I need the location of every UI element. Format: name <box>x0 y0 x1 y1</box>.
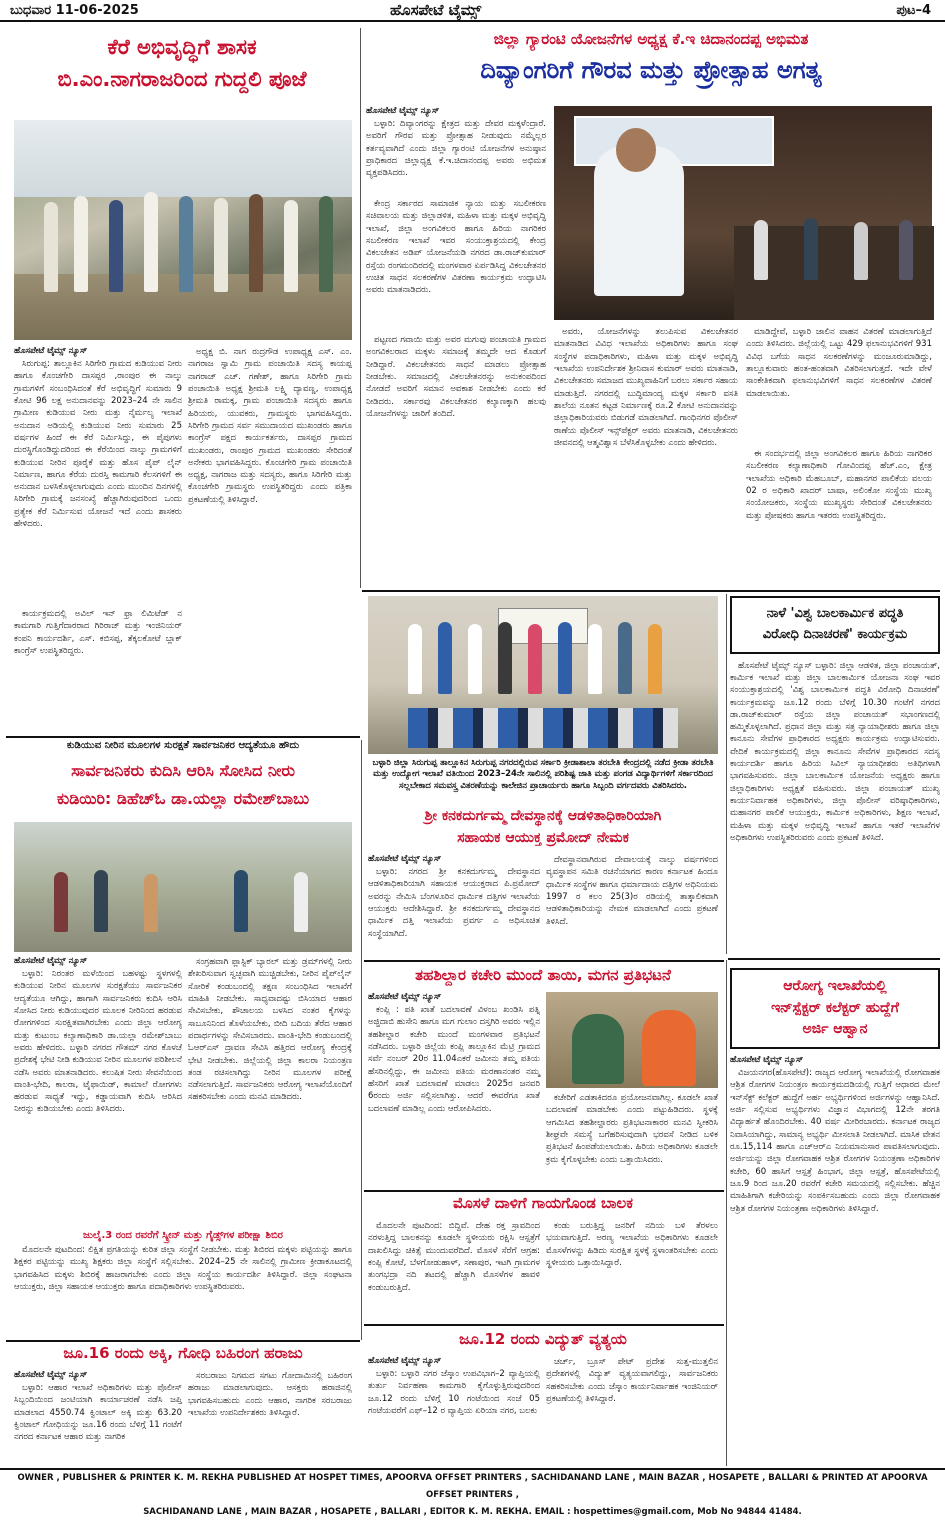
story2-col1: ಬಳ್ಳಾರಿ: ದಿವ್ಯಾಂಗರನ್ನು ಕ್ಷೇತ್ರದ ಮತ್ತು ದೇವರ ಮಕ್ಕಳೆಂದ್ರಾರೆ. ಅವರಿಗೆ ಗೌರವ ಮತ್ತು ಪ್ರೋತ್ಸಾಹ ನೀಡುವುದು ನಮ್ಮೆಲ್ಲರ ಕರ್ತವ್ಯವಾಗಿದೆ ಎಂದು ಜಿಲ್ಲಾ ಗ್ಯಾರಂಟಿ ಯೋಜನೆಗಳ ಅನುಷ್ಠಾನ ಪ್ರಾಧಿಕಾರದ ಜಿಲ್ಲಾಧ್ಯಕ್ಷ ಕೆ.ಇ.ಚಿದಾನಂದಪ್ಪ ಅವರು ಅಭಿಮತ ವ್ಯಕ್ತಪಡಿಸಿದರು. <box>366 119 546 179</box>
story-uniform-distribution <box>364 594 722 804</box>
story9-headline-line1: ಆರೋಗ್ಯ ಇಲಾಖೆಯಲ್ಲಿ <box>783 978 887 994</box>
story9-headline-line3: ಅರ್ಜಿ ಆಹ್ವಾನ <box>802 1021 868 1038</box>
story2-col3: ಮಾಡಿದ್ದೇವೆ, ಬಳ್ಳಾರಿ ಜಾಲಿನ ವಾಹನ ವಿತರಣೆ ಮಾಡಲಾಗುತ್ತಿದೆ ಎಂದು ತಿಳಿಸಿದರು. ಜಿಲ್ಲೆಯಲ್ಲಿ ಒಟ್ಟು 429 ಫಲಾನುಭವಿಗಳಿಗೆ 931 ವಿವಿಧ ಬಗೆಯ ಸಾಧನ ಸಲಕರಣೆಗಳನ್ನು ಮಂಜೂರುಮಾಡಿದ್ದು, ತಾಲ್ಲೂಕುವಾರು ಹಂತ-ಹಂತವಾಗಿ ವಿತರಿಸಲಾಗುತ್ತದೆ. ಇದೇ ವೇಳೆ ಸಾಂಕೇತಿಕವಾಗಿ ಫಲಾನುಭವಿಗಳಿಗೆ ಸಾಧನ ಸಲಕರಣೆಗಳ ವಿತರಣೆ ಮಾಡಲಾಯಿತು. <box>746 327 932 399</box>
story2-kicker: ಜಿಲ್ಲಾ ಗ್ಯಾರಂಟಿ ಯೋಜನೆಗಳ ಅಧ್ಯಕ್ಷ ಕೆ.ಇ ಚಿದಾನಂದಪ್ಪ ಅಭಿಮತ <box>493 30 809 48</box>
story7-photo <box>546 992 718 1088</box>
story2-col1c: ಪಟ್ಟಣದ ಗವಾಯಿ ಮತ್ತು ಅವರ ಮಗುವು ಪಂಚಾಯತಿ ಗ್ರಾಮದ ಅಂಗವಿಕಲರಾದ ಮಕ್ಕಳು ಸಮಾಜಕ್ಕೆ ತಮ್ಮದೇ ಆದ ಕೊಡುಗೆ ನೀಡಿದ್ದಾರೆ. ವಿಕಲಚೇತನರು ಸಾಧನೆ ಮಾಡಲು ಪ್ರೋತ್ಸಾಹ ನೀಡಬೇಕು. ಸಮಾಜದಲ್ಲಿ ವಿಕಲಚೇತನರನ್ನು ಅನುಕಂಪದಿಂದ ನೋಡದೆ ಅವರಿಗೆ ಸಮಾನ ಅವಕಾಶ ನೀಡಬೇಕು ಎಂದು ಕರೆ ನೀಡಿದರು. ಸರ್ಕಾರವು ವಿಕಲಚೇತನರ ಕಲ್ಯಾಣಕ್ಕಾಗಿ ಹಲವು ಯೋಜನೆಗಳನ್ನು ಜಾರಿಗೆ ತಂದಿದೆ. <box>366 335 546 419</box>
story6-headline-line1: ಶ್ರೀ ಕನಕದುರ್ಗಮ್ಮ ದೇವಸ್ಥಾನಕ್ಕೆ ಆಡಳಿತಾಧಿಕಾರಿಯಾಗಿ <box>424 808 662 824</box>
story6-col2: ದೇವಸ್ಥಾನವಾಗಿರುವ ದೇವಾಲಯಕ್ಕೆ ನಾಲ್ಕು ವರ್ಷಗಳಿಂದ ವ್ಯವಸ್ಥಾಪನ ಸಮಿತಿ ರಚನೆಯಾಗದ ಕಾರಣ ಕರ್ನಾಟಕ ಹಿಂದೂ ಧಾರ್ಮಿಕ ಸಂಸ್ಥೆಗಳ ಹಾಗೂ ಧರ್ಮಾದಾಯ ದತ್ತಿಗಳ ಅಧಿನಿಯಮ 1997 ರ ಕಲಂ 25(3)ರ ರಡಿಯಲ್ಲಿ ತಾತ್ಕಾಲಿಕವಾಗಿ ಆಡಳಿತಾಧಿಕಾರಿಯನ್ನು ನೇಮಕ ಮಾಡಲಾಗಿದೆ ಎಂದು ಪ್ರಕಟಣೆ ತಿಳಿಸಿದೆ. <box>546 855 718 927</box>
story10-byline: ಹೊಸಪೇಟೆ ಟೈಮ್ಸ್ ನ್ಯೂಸ್ <box>14 1370 88 1380</box>
story9-body: ವಿಜಯನಗರ(ಹೊಸಪೇಟೆ): ರಾಜ್ಯದ ಆರೋಗ್ಯ ಇಲಾಖೆಯಲ್ಲಿ ರೋಗವಾಹಕ ಆಶ್ರಿತ ರೋಗಗಳ ನಿಯಂತ್ರಣ ಕಾರ್ಯಕ್ರಮದಡಿಯಲ್ಲಿ ಗುತ್ತಿಗೆ ಆಧಾರದ ಮೇಲೆ ಇನ್‌ಸೆಕ್ಟ್ ಕಲೆಕ್ಟರ್ ಹುದ್ದೆಗೆ ಅರ್ಹ ಅಭ್ಯರ್ಥಿಗಳಿಂದ ಅರ್ಜಿಗಳನ್ನು ಆಹ್ವಾನಿಸಿದೆ. ಅರ್ಜಿ ಸಲ್ಲಿಸುವ ಅಭ್ಯರ್ಥಿಗಳು ವಿಜ್ಞಾನ ವಿಭಾಗದಲ್ಲಿ 12ನೇ ತರಗತಿ ವಿದ್ಯಾರ್ಹತೆ ಹೊಂದಿರಬೇಕು. 40 ವರ್ಷ ಮೀರಿರಬಾರದು. ಕರ್ನಾಟಕ ರಾಜ್ಯದ ನಿವಾಸಿಯಾಗಿದ್ದು, ಸಾಮಾನ್ಯ ಅಭ್ಯರ್ಥಿ ಮೀಸಲಾತಿ ನೀಡಲಾಗಿದೆ. ಮಾಸಿಕ ವೇತನ ರೂ.15,114 ಹಾಗೂ ಎಚ್‌ಆರ್‌ಎ ನಿಯಮಾನುಸಾರ ಪಾವತಿಸಲಾಗುವುದು. ಅರ್ಜಿಯನ್ನು ಜಿಲ್ಲಾ ರೋಗವಾಹಕ ಆಶ್ರಿತ ರೋಗಗಳ ನಿಯಂತ್ರಣಾ ಅಧಿಕಾರಿಗಳ ಕಚೇರಿ, 60 ಹಾಸಿಗೆ ಆಸ್ಪತ್ರೆ ಹಿಂಭಾಗ, ಜಿಲ್ಲಾ ಆಸ್ಪತ್ರೆ, ಹೊಸಪೇಟೆಯಲ್ಲಿ ಜೂ.9 ರಿಂದ ಜೂ.20 ರವರೆಗೆ ಕಚೇರಿ ಸಮಯದಲ್ಲಿ ಸಲ್ಲಿಸಬೇಕು. ಹೆಚ್ಚಿನ ಮಾಹಿತಿಗಾಗಿ ಕಚೇರಿಯನ್ನು ಸಂಪರ್ಕಿಸಬಹುದು ಎಂದು ಜಿಲ್ಲಾ ರೋಗವಾಹಕ ಆಶ್ರಿತ ರೋಗಗಳ ನಿಯಂತ್ರಣಾ ಅಧಿಕಾರಿಗಳು ತಿಳಿಸಿದ್ದಾರೆ. <box>730 1068 940 1214</box>
story2-col3b: ಈ ಸಂದರ್ಭದಲ್ಲಿ ಜಿಲ್ಲಾ ಅಂಗವಿಕಲರ ಹಾಗೂ ಹಿರಿಯ ನಾಗರಿಕರ ಸಬಲೀಕರಣ ಕಲ್ಯಾಣಾಧಿಕಾರಿ ಗೋವಿಂದಪ್ಪ ಹೆಚ್.ಎಂ, ಕ್ಷೇತ್ರ ಇಲಾಖೆಯ ಅಧಿಕಾರಿ ಮೆಹಬೂಬ್, ಮಹಾನಗರ ಪಾಲಿಕೆಯ ವಲಯ 02 ರ ಅಧಿಕಾರಿ ಖಾದರ್ ಬಾಷಾ, ಅಲಿಂಕೋ ಸಂಸ್ಥೆಯ ಮುಖ್ಯ ಸಂಯೋಜಕರು, ಸಂಸ್ಥೆಯ ಮುಖ್ಯಸ್ಥರು ಸೇರಿದಂತೆ ವಿಕಲಚೇತನರು ಮತ್ತು ಪೋಷಕರು ಹಾಗೂ ಇತರರು ಉಪಸ್ಥಿತರಿದ್ದರು. <box>746 449 932 521</box>
story1-headline <box>8 26 356 93</box>
story-drinking-water <box>8 740 358 1338</box>
story11-col2: ಚರ್ಚ್, ಬ್ರೂಸ್ ಪೇಟ್ ಪ್ರದೇಶ ಸುತ್ತ-ಮುತ್ತಲಿನ ಪ್ರದೇಶಗಳಲ್ಲಿ ವಿದ್ಯುತ್ ವ್ಯತ್ಯಯವಾಗಲಿದ್ದು, ಸಾರ್ವಜನಿಕರು ಸಹಕರಿಸಬೇಕು ಎಂದು ಜೆಸ್ಕಾಂ ಕಾರ್ಯನಿರ್ವಾಹಕ ಇಂಜಿನಿಯರ್ ಪ್ರಕಟಣೆಯಲ್ಲಿ ತಿಳಿಸಿದ್ದಾರೆ. <box>546 1357 718 1404</box>
story1-headline-line2: ಬಿ.ಎಂ.ನಾಗರಾಜರಿಂದ ಗುದ್ದಲಿ ಪೂಜೆ <box>57 67 307 92</box>
story1-col1: ಸಿರುಗುಪ್ಪ: ತಾಲ್ಲೂಕಿನ ಸಿರಿಗೇರಿ ಗ್ರಾಮದ ಕುಡಿಯುವ ನೀರು ಹಾಗೂ ಕೊಂಚಗೇರಿ ದಾಸಪ್ಪರ ,ರಾಂಪುರ ಈ ನಾಲ್ಕು ಗ್ರಾಮಗಳಿಗೆ ಸಂಬಂಧಿಸಿದಂತೆ ಕೆರೆ ಅಭಿವೃದ್ಧಿಗೆ ಸುಮಾರು 9 ಕೋಟಿ 96 ಲಕ್ಷ ಅನುದಾನವನ್ನು 2023–24 ನೇ ಸಾಲಿನ ಗ್ರಾಮೀಣ ಕುಡಿಯುವ ನೀರು ಮತ್ತು ನೈರ್ಮಲ್ಯ ಇಲಾಖೆ ಅನುದಾನ ಅಡಿಯಲ್ಲಿ ಕುಡಿಯುವ ನೀರು ಸುಮಾರು 25 ವರ್ಷಗಳ ಹಿಂದೆ ಈ ಕೆರೆ ನಿರ್ಮಿಸಿದ್ದು, ಈ ಪೈಪುಗಳು ದುರಸ್ಥಿಗೊಂಡಿದ್ದುದರಿಂದ ಈ ಕೆರೆಯಿಂದ ನಾಲ್ಕು ಗ್ರಾಮಗಳಿಗೆ ಕುಡಿಯುವ ನೀರಿನ ಪೂರೈಕೆ ಮತ್ತು ಹೊಸ ಪೈಪ್ ಲೈನ್ ನಿರ್ಮಾಣ, ಹಾಗೂ ಕೆರೆಯ ದುರಸ್ತಿ ಕಾಮಗಾರಿ ಕೆಲಸಗಳಿಗೆ ಈ ಅನುದಾನ ಬಳಸಿಕೊಳ್ಳಲಾಗುವುದು ಎಂದು ಮುಂದಿನ ದಿನಗಳಲ್ಲಿ ಸಿರಿಗೇರಿ ಗ್ರಾಮಕ್ಕೆ ಜನಸಂಖ್ಯೆ ಹೆಚ್ಚಾಗಿರುವುದರಿಂದ ಒಂದು ಪ್ರತ್ಯೇಕ ಕೆರೆ ನಿರ್ಮಿಸುವ ಯೋಜನೆ ಇದೆ ಎಂದು ಶಾಸಕರು ಹೇಳಿದರು. <box>14 359 182 530</box>
story-lake-development <box>8 26 356 732</box>
story6-col1: ಬಳ್ಳಾರಿ: ನಗರದ ಶ್ರೀ ಕನಕದುರ್ಗಮ್ಮ ದೇವಸ್ಥಾನದ ಆಡಳಿತಾಧಿಕಾರಿಯಾಗಿ ಸಹಾಯಕ ಆಯುಕ್ತರಾದ ಪಿ.ಪ್ರಮೋದ್ ಅವರನ್ನು ನೇಮಿಸಿ ಬೆಂಗಳೂರಿನ ಧಾರ್ಮಿಕ ದತ್ತಿಗಳ ಇಲಾಖೆಯ ಆಯುಕ್ತರು ಆದೇಶಿಸಿದ್ದಾರೆ. ಶ್ರೀ ಕನಕದುರ್ಗಮ್ಮ ದೇವಸ್ಥಾನದ ಧಾರ್ಮಿಕ ದತ್ತಿ ಇಲಾಖೆಯ ಪ್ರವರ್ಗ ಎ ಅಧಿಸೂಚಿತ ಸಂಸ್ಥೆಯಾಗಿದೆ. <box>368 867 540 939</box>
masthead-title: ಹೊಸಪೇಟೆ ಟೈಮ್ಸ್ <box>390 1 482 19</box>
story7-col1: ಕಂಪ್ಲಿ : ಪತಿ ಖಾತೆ ಬದಲಾವಣೆ ವಿಳಂಬ ಖಂಡಿಸಿ ಪತ್ನಿ ಅಜ್ಜಿದಾಬಿ ಹುಸೇನಿ ಹಾಗೂ ಮಗ ಗುಲಾಂ ದಸ್ತಗಿರಿ ಅವರು ಇಲ್ಲಿನ ತಹಶೀಲ್ದಾರ ಕಚೇರಿ ಮುಂದೆ ಮಂಗಳವಾರ ಪ್ರತಿಭಟನೆ ನಡೆಸಿದರು. ಬಳ್ಳಾರಿ ಜಿಲ್ಲೆಯ ಕಂಪ್ಲಿ ತಾಲ್ಲೂಕಿನ ಮೆಟ್ರಿ ಗ್ರಾಮದ ಸರ್ವೆ ನಂಬರ್ 20ರ 11.04ಎಕರೆ ಜಮೀನು ತಮ್ಮ ಪತಿಯ ಹೆಸರಿನಲ್ಲಿದ್ದು, ಈ ಜಮೀನು ಪತಿಯ ಮರಣಾನಂತರ ನಮ್ಮ ಹೆಸರಿಗೆ ಖಾತೆ ಬದಲಾವಣೆ ಮಾಡಲು 2025ರ ಜನವರಿ 6ರಂದು ಅರ್ಜಿ ಸಲ್ಲಿಸಲಾಗಿತ್ತು. ಆದರೆ ಈವರೆಗೂ ಖಾತೆ ಬದಲಾವಣೆ ಮಾಡಿಲ್ಲ ಎಂದು ಆರೋಪಿಸಿದರು. <box>368 1005 540 1114</box>
story-power-outage <box>364 1328 722 1464</box>
story-rice-wheat-auction <box>8 1344 358 1464</box>
story11-headline: ಜೂ.12 ರಂದು ವಿದ್ಯುತ್ ವ್ಯತ್ಯಯ <box>459 1330 627 1348</box>
story-temple-administrator <box>364 808 722 958</box>
story10-col1: ಬಳ್ಳಾರಿ: ಆಹಾರ ಇಲಾಖೆ ಅಧಿಕಾರಿಗಳು ಮತ್ತು ಪೊಲೀಸ್ ಸಿಬ್ಬಂದಿಯಿಂದ ಜಂಟಿಯಾಗಿ ಕಾರ್ಯಾಚರಣೆ ನಡೆಸಿ ಜಪ್ತಿ ಮಾಡಲಾದ 4550.74 ಕ್ವಿಂಟಾಲ್ ಅಕ್ಕಿ ಮತ್ತು 63.20 ಕ್ವಿಂಟಾಲ್ ಗೋಧಿಯನ್ನು ಜೂ.16 ರಂದು ಬೆಳಿಗ್ಗೆ 11 ಗಂಟೆಗೆ ನಗರದ ಕರ್ನಾಟಕ ಆಹಾರ ಮತ್ತು ನಾಗರಿಕ <box>14 1383 182 1443</box>
story10-col2: ಸರಬರಾಜು ನಿಗಮದ ಸಗಟು ಗೋದಾಮಿನಲ್ಲಿ ಬಹಿರಂಗ ಹರಾಜು ಮಾಡಲಾಗುವುದು. ಆಸಕ್ತರು ಹರಾಜಿನಲ್ಲಿ ಭಾಗವಹಿಸಬಹುದು ಎಂದು ಆಹಾರ, ನಾಗರಿಕ ಸರಬರಾಜು ಇಲಾಖೆಯ ಉಪನಿರ್ದೇಶಕರು ತಿಳಿಸಿದ್ದಾರೆ. <box>188 1371 352 1418</box>
story3-photo <box>368 596 718 754</box>
story-taluk-office-protest <box>364 964 722 1188</box>
story9-byline: ಹೊಸಪೇಟೆ ಟೈಮ್ಸ್ ನ್ಯೂಸ್ <box>730 1055 804 1066</box>
page-number: ಪುಟ–4 <box>896 3 931 18</box>
imprint-line2: SACHIDANAND LANE , MAIN BAZAR , HOSAPETE , BALLARI , EDITOR K. M. REKHA. EMAIL : hospettimes@gmail.com, Mob No 94844 41484. <box>143 1507 802 1517</box>
story3-caption: ಬಳ್ಳಾರಿ ಜಿಲ್ಲಾ ಸಿರುಗುಪ್ಪ ತಾಲ್ಲೂಕಿನ ಸಿರುಗುಪ್ಪ ನಗರದಲ್ಲಿರುವ ಸರ್ಕಾರಿ ಕ್ರೀಡಾಶಾಲಾ ತರಬೇತಿ ಕೇಂದ್ರದಲ್ಲಿ ನಡೆದ ಕ್ರೀಡಾ ತರಬೇತಿ ಮತ್ತು ಉದ್ಯೋಗ ಇಲಾಖೆ ವತಿಯಿಂದ 2023–24ನೇ ಸಾಲಿನಲ್ಲಿ ಪರಿಶಿಷ್ಟ ಜಾತಿ ಮತ್ತು ಪಂಗಡ ವಿದ್ಯಾರ್ಥಿಗಳಿಗೆ ಸರ್ಕಾರದಿಂದ ಸಲ್ಲಬೇಕಾದ ಸಮವಸ್ತ್ರ ವಿತರಣೆಯನ್ನು ಕಾಲೇಜಿನ ಪ್ರಾಚಾರ್ಯರು ಹಾಗೂ ಸಿಬ್ಬಂದಿ ವರ್ಗದವರು ವಿತರಿಸಿದರು. <box>372 758 714 791</box>
story4-body: ಹೊಸಪೇಟೆ ಟೈಮ್ಸ್ ನ್ಯೂಸ್ ಬಳ್ಳಾರಿ: ಜಿಲ್ಲಾ ಆಡಳಿತ, ಜಿಲ್ಲಾ ಪಂಚಾಯತ್, ಕಾರ್ಮಿಕ ಇಲಾಖೆ ಮತ್ತು ಜಿಲ್ಲಾ ಬಾಲಕಾರ್ಮಿಕ ಯೋಜನಾ ಸಂಘ ಇವರ ಸಂಯುಕ್ತಾಶ್ರಯದಲ್ಲಿ 'ವಿಶ್ವ ಬಾಲಕಾರ್ಮಿಕ ಪದ್ಧತಿ ವಿರೋಧಿ ದಿನಾಚರಣೆ' ಕಾರ್ಯಕ್ರಮವನ್ನು ಜೂ.12 ರಂದು ಬೆಳಿಗ್ಗೆ 10.30 ಗಂಟೆಗೆ ನಗರದ ಡಾ.ರಾಜ್‌ಕುಮಾರ್ ರಸ್ತೆಯ ಜಿಲ್ಲಾ ಪಂಚಾಯತ್ ಸಭಾಂಗಣದಲ್ಲಿ ಹಮ್ಮಿಕೊಳ್ಳಲಾಗಿದೆ. ಪ್ರಧಾನ ಜಿಲ್ಲಾ ಮತ್ತು ಸತ್ರ ನ್ಯಾಯಾಧೀಶರು ಹಾಗೂ ಜಿಲ್ಲಾ ಕಾನೂನು ಸೇವೆಗಳ ಪ್ರಾಧಿಕಾರದ ಅಧ್ಯಕ್ಷರು ಕಾರ್ಯಕ್ರಮ ಉದ್ಘಾಟಿಸುವರು. ವೇದಿಕೆ ಕಾರ್ಯಕ್ರಮದಲ್ಲಿ ಜಿಲ್ಲಾ ಕಾನೂನು ಸೇವೆಗಳ ಪ್ರಾಧಿಕಾರದ ಸದಸ್ಯ ಕಾರ್ಯದರ್ಶಿ ಹಾಗೂ ಹಿರಿಯ ಸಿವಿಲ್ ನ್ಯಾಯಾಧೀಶರು ಅತಿಥಿಗಳಾಗಿ ಭಾಗವಹಿಸುವರು. ಜಿಲ್ಲಾ ಬಾಲಕಾರ್ಮಿಕ ಯೋಜನೆಯ ಅಧ್ಯಕ್ಷರು ಹಾಗೂ ಜಿಲ್ಲಾಧಿಕಾರಿಗಳು ಅಧ್ಯಕ್ಷತೆ ವಹಿಸುವರು. ಜಿಲ್ಲಾ ಪಂಚಾಯತ್ ಮುಖ್ಯ ಕಾರ್ಯನಿರ್ವಾಹಕ ಅಧಿಕಾರಿಗಳು, ಜಿಲ್ಲಾ ಪೊಲೀಸ್ ವರಿಷ್ಠಾಧಿಕಾರಿಗಳು, ಮಹಾನಗರ ಪಾಲಿಕೆ ಆಯುಕ್ತರು, ಕಾರ್ಮಿಕ ಅಧಿಕಾರಿಗಳು, ಶಿಕ್ಷಣ ಇಲಾಖೆ, ಮಹಿಳಾ ಮತ್ತು ಮಕ್ಕಳ ಅಭಿವೃದ್ಧಿ ಇಲಾಖೆ ಹಾಗೂ ಇತರೆ ಇಲಾಖೆಗಳ ಅಧಿಕಾರಿಗಳು ಉಪಸ್ಥಿತರಿರುವರು ಎಂದು ಪ್ರಕಟಣೆ ತಿಳಿಸಿದೆ. <box>730 660 940 843</box>
story5-col2: ಸಂಗ್ರಹವಾಗಿ ಪ್ಲಾಸ್ಟಿಕ್ ಬ್ಯಾರಲ್ ಮತ್ತು ಡ್ರಮ್‌ಗಳಲ್ಲಿ ನೀರು ಶೇಖರಿಸುವಾಗ ಸ್ವಚ್ಛವಾಗಿ ಮುಚ್ಚಿಡಬೇಕು, ನೀರಿನ ಪೈಪ್‌ಲೈನ್ ಸೋರಿಕೆ ಕಂಡುಬಂದಲ್ಲಿ ತಕ್ಷಣ ಸಂಬಂಧಿಸಿದ ಇಲಾಖೆಗೆ ಮಾಹಿತಿ ನೀಡಬೇಕು. ಸಾಧ್ಯವಾದಷ್ಟು ಬಿಸಿಯಾದ ಆಹಾರ ಸೇವಿಸಬೇಕು, ಶೌಚಾಲಯ ಬಳಸಿದ ನಂತರ ಕೈಗಳನ್ನು ಸಾಬೂನಿನಿಂದ ತೊಳೆಯಬೇಕು, ಬೀದಿ ಬದಿಯ ತೆರೆದ ಆಹಾರ ಪದಾರ್ಥಗಳನ್ನು ಸೇವಿಸಬಾರದು. ವಾಂತಿ-ಭೇದಿ ಕಂಡುಬಂದಲ್ಲಿ ಓಆರ್‌ಎಸ್ ದ್ರಾವಣ ಸೇವಿಸಿ ಹತ್ತಿರದ ಆರೋಗ್ಯ ಕೇಂದ್ರಕ್ಕೆ ಭೇಟಿ ನೀಡಬೇಕು. ಜಿಲ್ಲೆಯಲ್ಲಿ ಜಿಲ್ಲಾ ಕಾಲರಾ ನಿಯಂತ್ರಣ ತಂಡ ರಚಿಸಲಾಗಿದ್ದು ನೀರಿನ ಮೂಲಗಳ ಪರೀಕ್ಷೆ ನಡೆಸಲಾಗುತ್ತಿದೆ. ಸಾರ್ವಜನಿಕರು ಆರೋಗ್ಯ ಇಲಾಖೆಯೊಂದಿಗೆ ಸಹಕರಿಸಬೇಕು ಎಂದು ಮನವಿ ಮಾಡಿದರು. <box>188 957 352 1103</box>
story5-headline-line2: ಕುಡಿಯಿರಿ: ಡಿಹೆಚ್‌ಓ ಡಾ.ಯಲ್ಲಾ ರಮೇಶ್‌ಬಾಬು <box>56 788 310 808</box>
issue-date: ಬುಧವಾರ 11-06-2025 <box>10 3 139 18</box>
page-header <box>0 0 945 22</box>
story5-headline-line1: ಸಾರ್ವಜನಿಕರು ಕುದಿಸಿ ಆರಿಸಿ ಸೋಸಿದ ನೀರು <box>71 760 295 780</box>
story11-byline: ಹೊಸಪೇಟೆ ಟೈಮ್ಸ್ ನ್ಯೂಸ್ <box>368 1356 442 1366</box>
story-child-labour-day <box>730 594 940 954</box>
story10-headline: ಜೂ.16 ರಂದು ಅಕ್ಕಿ, ಗೋಧಿ ಬಹಿರಂಗ ಹರಾಜು <box>63 1344 303 1362</box>
story7-headline: ತಹಶಿಲ್ದಾರ ಕಚೇರಿ ಮುಂದೆ ತಾಯಿ, ಮಗನ ಪ್ರತಿಭಟನೆ <box>415 966 671 984</box>
imprint-footer <box>0 1468 945 1517</box>
story5-subbody: ಮೊದಲನೇ ಪುಟದಿಂದ: ಲಿಕ್ಷಿತ ಪ್ರಗತಿಯನ್ನು ಕುರಿತ ಜಿಲ್ಲಾ ಸಂಸ್ಥೆಗೆ ನೀಡಬೇಕು. ಮತ್ತು ಶಿಬಿರದ ಮಕ್ಕಳು ಪಟ್ಟಿಯನ್ನು ಹಾಗೂ ಶಿಕ್ಷಕರ ಪಟ್ಟಿಯನ್ನು ಮುಖ್ಯ ಶಿಕ್ಷಕರು ಜಿಲ್ಲಾ ಸಂಸ್ಥೆಗೆ ಸಲ್ಲಿಸಬೇಕು. 2024–25 ನೇ ಸಾಲಿನಲ್ಲಿ ಗ್ರಾಮೀಣ ಕ್ರೀಡಾಕೂಟದಲ್ಲಿ ಭಾಗವಹಿಸಿದ ಮಕ್ಕಳು ಶಿಬಿರಕ್ಕೆ ಹಾಜರಾಗಬೇಕು ಎಂದು ಜಿಲ್ಲಾ ಸಂಸ್ಥೆಯ ಕಾರ್ಯದರ್ಶಿ ತಿಳಿಸಿದ್ದಾರೆ. ಜಿಲ್ಲಾ ಸಂಘಟನಾ ಆಯುಕ್ತರು, ಜಿಲ್ಲಾ ಸಹಾಯಕ ಆಯುಕ್ತರು ಹಾಗೂ ಪದಾಧಿಕಾರಿಗಳು ಉಪಸ್ಥಿತರಿರುವರು. <box>14 1245 352 1292</box>
story-insect-collector-recruitment <box>730 962 940 1462</box>
story6-byline: ಹೊಸಪೇಟೆ ಟೈಮ್ಸ್ ನ್ಯೂಸ್ <box>368 854 442 864</box>
story5-col1: ಬಳ್ಳಾರಿ: ನಿರಂತರ ಮಳೆಯಿಂದ ಬಹಳಷ್ಟು ಸ್ಥಳಗಳಲ್ಲಿ ಕುಡಿಯುವ ನೀರಿನ ಮೂಲಗಳ ಸುರಕ್ಷತೆಯು ಸಾರ್ವಜನಿಕರ ಆದ್ಯತೆಯೂ ಆಗಿದ್ದು, ಹಾಗಾಗಿ ಸಾರ್ವಜನಿಕರು ಕುದಿಸಿ ಆರಿಸಿ ಸೋಸಿದ ನೀರು ಕುಡಿಯುವುದರ ಮೂಲಕ ನೀರಿನಿಂದ ಹರಡುವ ರೋಗಗಳಿಂದ ಸುರಕ್ಷಿತವಾಗಿರಬೇಕು ಎಂದು ಜಿಲ್ಲಾ ಆರೋಗ್ಯ ಮತ್ತು ಕುಟುಂಬ ಕಲ್ಯಾಣಾಧಿಕಾರಿ ಡಾ.ಯಲ್ಲಾ ರಮೇಶ್‌ಬಾಬು ಅವರು ಹೇಳಿದರು. ಬಳ್ಳಾರಿ ನಗರದ ಗೌತಮ್ ನಗರ ಕೊಳಚೆ ಪ್ರದೇಶಕ್ಕೆ ಭೇಟಿ ನೀಡಿ ಕುಡಿಯುವ ನೀರಿನ ಮೂಲಗಳ ಪರಿಶೀಲನೆ ನಡೆಸಿ ಅವರು ಮಾತನಾಡಿದರು. ಕಲುಷಿತ ನೀರು ಸೇವನೆಯಿಂದ ವಾಂತಿ-ಭೇದಿ, ಕಾಲರಾ, ಟೈಫಾಯಿಡ್, ಕಾಮಾಲೆ ರೋಗಗಳು ಹರಡುವ ಸಾಧ್ಯತೆ ಇದ್ದು, ಕಡ್ಡಾಯವಾಗಿ ಕುದಿಸಿ ಆರಿಸಿದ ನೀರನ್ನು ಕುಡಿಯಬೇಕು ಎಂದು ತಿಳಿಸಿದರು. <box>14 969 182 1115</box>
story5-subhead: ಜುಲೈ.3 ರಂದ ರವರೆಗೆ ಸ್ಕ್ರೀನ್ ಮತ್ತು ಗೈಡ್ಸ್‌ಗಳ ಪರೀಕ್ಷಾ ಶಿಬಿರ <box>83 1230 283 1241</box>
story2-col1b: ಕೇಂದ್ರ ಸರ್ಕಾರದ ಸಾಮಾಜಿಕ ನ್ಯಾಯ ಮತ್ತು ಸಬಲೀಕರಣ ಸಚಿವಾಲಯ ಮತ್ತು ಜಿಲ್ಲಾಡಳಿತ, ಮಹಿಳಾ ಮತ್ತು ಮಕ್ಕಳ ಅಭಿವೃದ್ಧಿ ಇಲಾಖೆ, ಜಿಲ್ಲಾ ಅಂಗವಿಕಲರ ಹಾಗೂ ಹಿರಿಯ ನಾಗರಿಕರ ಸಬಲೀಕರಣ ಇಲಾಖೆ ಇವರ ಸಂಯುಕ್ತಾಶ್ರಯದಲ್ಲಿ ಕೇಂದ್ರ ವಿಕಲಚೇತನ ಅಡಿಪ್ ಯೋಜನೆಯಡಿ ನಗರದ ಡಾ.ರಾಜ್‌ಕುಮಾರ್ ರಸ್ತೆಯ ರಂಗಮಂದಿರದಲ್ಲಿ ಮಂಗಳವಾರ ಏರ್ಪಡಿಸಿದ್ದ ವಿಕಲಚೇತನರ ಉಚಿತ ಸಾಧನ ಸಲಕರಣೆಗಳ ವಿತರಣಾ ಕಾರ್ಯಕ್ರಮ ಉದ್ಘಾಟಿಸಿ ಅವರು ಮಾತನಾಡಿದರು. <box>366 199 546 296</box>
story1-photo <box>14 120 352 340</box>
story1-col1b: ಕಾರ್ಯಕ್ರಮದಲ್ಲಿ ಅವಿಲ್ ಇನ್ ಫ್ರಾ ಲಿಮಿಟೆಡ್ ನ ಕಾಮಗಾರಿ ಗುತ್ತಿಗೆದಾರರಾದ ಗಿರಿರಾಜ್ ಮತ್ತು ಇಂಜಿನಿಯರ್ ಕಂಪನಿ ಕಾರ್ಯದರ್ಶಿ, ಎಸ್. ಕಬಿಸಪ್ಪ, ತೆಕ್ಕಲಕೋಟೆ ಬ್ಲಾಕ್ ಕಾಂಗ್ರೆಸ್ ಉಪಸ್ಥಿತರಿದ್ದರು. <box>14 609 182 656</box>
story6-headline-line2: ಸಹಾಯಕ ಆಯುಕ್ತ ಪ್ರಮೋದ್ ನೇಮಕ <box>457 829 629 846</box>
story8-headline: ಮೊಸಳೆ ದಾಳಿಗೆ ಗಾಯಗೊಂಡ ಬಾಲಕ <box>452 1194 634 1212</box>
story5-photo <box>14 822 352 952</box>
imprint-line1: OWNER , PUBLISHER & PRINTER K. M. REKHA PUBLISHED AT HOSPET TIMES, APOORVA OFFSET PRINTERS , SACHIDANAND LANE , MAIN BAZAR , HOSAPETE , BALLARI & PRINTED AT APOORVA OFFSET PRINTERS , <box>17 1473 928 1500</box>
story1-headline-line1: ಕೆರೆ ಅಭಿವೃದ್ಧಿಗೆ ಶಾಸಕ <box>107 35 257 59</box>
story5-kicker: ಕುಡಿಯುವ ನೀರಿನ ಮೂಲಗಳ ಸುರಕ್ಷತೆ ಸಾರ್ವಜನಿಕರ ಆದ್ಯತೆಯೂ ಹೌದು <box>66 740 300 751</box>
story8-col2: ಕಂಡು ಬರುತ್ತಿದ್ದ ಜನರಿಗೆ ನದಿಯ ಬಳಿ ತೆರಳಲು ಭಯವಾಗುತ್ತಿದೆ. ಅರಣ್ಯ ಇಲಾಖೆಯ ಅಧಿಕಾರಿಗಳು ಕೂಡಲೇ ಮೊಸಳೆಗಳನ್ನು ಹಿಡಿದು ಸುರಕ್ಷಿತ ಸ್ಥಳಕ್ಕೆ ಸ್ಥಳಾಂತರಿಸಬೇಕು ಎಂದು ಸ್ಥಳೀಯರು ಒತ್ತಾಯಿಸಿದ್ದಾರೆ. <box>546 1221 718 1268</box>
story2-col2: ಅವರು, ಯೋಜನೆಗಳನ್ನು ತಲುಪಿಸುವ ವಿಕಲಚೇತನರ ಮಾತನಾಡಿದ ವಿವಿಧ ಇಲಾಖೆಯ ಅಧಿಕಾರಿಗಳು ಹಾಗೂ ಸಂಘ ಸಂಸ್ಥೆಗಳ ಪದಾಧಿಕಾರಿಗಳು, ಮಹಿಳಾ ಮತ್ತು ಮಕ್ಕಳ ಅಭಿವೃದ್ಧಿ ಇಲಾಖೆಯ ಉಪನಿರ್ದೇಶಕ ಶ್ರೀನಿವಾಸ ಕುಮಾರ್ ಅವರು ಮಾತನಾಡಿ, ವಿಕಲಚೇತನರು ಸಮಾಜದ ಮುಖ್ಯವಾಹಿನಿಗೆ ಬರಲು ಸರ್ಕಾರ ಸಹಾಯ ಮಾಡುತ್ತಿದೆ. ನಗರದಲ್ಲಿ ಬುದ್ಧಿಮಾಂದ್ಯ ಮಕ್ಕಳ ಸರ್ಕಾರಿ ವಸತಿ ಶಾಲೆಯ ನೂತನ ಕಟ್ಟಡ ನಿರ್ಮಾಣಕ್ಕೆ ರೂ.2 ಕೋಟಿ ಅನುದಾನವನ್ನು ಜಿಲ್ಲಾಧಿಕಾರಿಯವರು ಬಿಡುಗಡೆ ಮಾಡಲಾಗಿದೆ. ಗಾಂಧಿನಗರ ಪೊಲೀಸ್ ಠಾಣೆಯ ಪೊಲೀಸ್ ಇನ್ಸ್‌ಪೆಕ್ಟರ್ ಅವರು ಮಾತನಾಡಿ, ವಿಕಲಚೇತನರು ಜೀವನದಲ್ಲಿ ಆತ್ಮವಿಶ್ವಾಸ ಬೆಳೆಸಿಕೊಳ್ಳಬೇಕು ಎಂದು ಹೇಳಿದರು. <box>554 327 738 448</box>
story2-byline: ಹೊಸಪೇಟೆ ಟೈಮ್ಸ್ ನ್ಯೂಸ್ <box>366 106 440 116</box>
story4-headline-line2: ವಿರೋಧಿ ದಿನಾಚರಣೆ' ಕಾರ್ಯಕ್ರಮ <box>762 626 908 642</box>
story-divyanga-honour <box>364 26 938 588</box>
story8-col1: ಮೊದಲನೇ ಪುಟದಿಂದ: ಬಿದ್ದಿವೆ. ದೇಹ ರಕ್ತ ಸ್ರಾವದಿಂದ ನರಳುತ್ತಿದ್ದ ಬಾಲಕನನ್ನು ಕೂಡಲೇ ಸ್ಥಳೀಯರು ರಕ್ಷಿಸಿ ಆಸ್ಪತ್ರೆಗೆ ದಾಖಲಿಸಿದ್ದು ಚಿಕಿತ್ಸೆ ಮುಂದುವರೆದಿದೆ. ಮೊಸಳೆ ಸೆರೆಗೆ ಆಗ್ರಹ: ಕಂಪ್ಲಿ ಕೋಟೆ, ಬೆಳಗೋಡುಹಾಳ್, ಸಣಾಪುರ, ಇಟಗಿ ಗ್ರಾಮಗಳ ತುಂಗಭದ್ರಾ ನದಿ ತಟದಲ್ಲಿ ಹೆಚ್ಚಾಗಿ ಮೊಸಳೆಗಳ ಹಾವಳಿ ಕಂಡುಬರುತ್ತಿದೆ. <box>368 1221 540 1293</box>
story1-byline: ಹೊಸಪೇಟೆ ಟೈಮ್ಸ್ ನ್ಯೂಸ್ <box>14 346 88 356</box>
story5-byline: ಹೊಸಪೇಟೆ ಟೈಮ್ಸ್ ನ್ಯೂಸ್ <box>14 956 88 966</box>
story9-headline-line2: ಇನ್‌ಸ್ಪೆಕ್ಟರ್ ಕಲೆಕ್ಟರ್ ಹುದ್ದೆಗೆ <box>771 999 899 1016</box>
story2-photo <box>554 106 932 320</box>
story4-headline-line1: ನಾಳೆ 'ವಿಶ್ವ ಬಾಲಕಾರ್ಮಿಕ ಪದ್ಧತಿ <box>766 606 904 621</box>
story1-col2: ಅಧ್ಯಕ್ಷ ಬಿ. ನಾಗ ರುದ್ರಗೌಡ ಉಪಾಧ್ಯಕ್ಷ ಎಸ್. ಎಂ. ನಾಗರಾಜ ಸ್ವಾಮಿ ಗ್ರಾಮ ಪಂಚಾಯಿತಿ ಸದಸ್ಯ ಕಾಯಪ್ಪ ನಾಗರಾಜ್ ಎಚ್. ಗಣೇಶ್, ಹಾಗೂ ಸಿರಿಗೇರಿ ಗ್ರಾಮ ಪಂಚಾಯಿತಿ ಅಧ್ಯಕ್ಷ ಶ್ರೀಮತಿ ಲಕ್ಷ್ಮಿ ದ್ಯಾವಣ್ಣ, ಉಪಾಧ್ಯಕ್ಷ ಶ್ರೀಮತಿ ರಾಮಕ್ಕ, ಗ್ರಾಮ ಪಂಚಾಯಿತಿ ಸದಸ್ಯರು ಹಾಗೂ ಹಿರಿಯರು, ಯುವಕರು, ಗ್ರಾಮಸ್ಥರು ಭಾಗವಹಿಸಿದ್ದರು. ಸಿರಿಗೇರಿ ಗ್ರಾಮದ ಸರ್ವ ಸಮುದಾಯದ ಮುಖಂಡರು ಹಾಗೂ ಕಾಂಗ್ರೆಸ್ ಪಕ್ಷದ ಕಾರ್ಯಕರ್ತರು, ದಾಸಪ್ಪರ ಗ್ರಾಮದ ಮುಖಂಡರು, ರಾಂಪುರ ಗ್ರಾಮದ ಮುಖಂಡರು ಸೇರಿದಂತೆ ಅನೇಕರು ಭಾಗವಹಿಸಿದ್ದರು. ಕೊಂಚಗೇರಿ ಗ್ರಾಮ ಪಂಚಾಯಿತಿ ಅಧ್ಯಕ್ಷ, ನಾಗರಾಜ ಮತ್ತು ಸದಸ್ಯರು, ಹಾಗೂ ಸಿರಿಗೇರಿ ಮತ್ತು ಕೊಂಚಗೇರಿ ಗ್ರಾಮಸ್ಥರು ಉಪಸ್ಥಿತರಿದ್ದರು ಎಂದು ಪತ್ರಿಕಾ ಪ್ರಕಟಣೆಯಲ್ಲಿ ತಿಳಿಸಿದ್ದಾರೆ. <box>188 347 352 505</box>
story11-col1: ಬಳ್ಳಾರಿ: ಬಳ್ಳಾರಿ ನಗರ ಜೆಸ್ಕಾಂ ಉಪವಿಭಾಗ–2 ವ್ಯಾಪ್ತಿಯಲ್ಲಿ ತುರ್ತು ನಿರ್ವಹಣಾ ಕಾಮಗಾರಿ ಕೈಗೊಳ್ಳುತ್ತಿರುವುದರಿಂದ ಜೂ.12 ರಂದು ಬೆಳಿಗ್ಗೆ 10 ಗಂಟೆಯಿಂದ ಸಂಜೆ 05 ಗಂಟೆಯವರೆಗೆ ಎಫ್–12 ರ ವ್ಯಾಪ್ತಿಯ ಏರಿಯಾ ನಗರ, ಬಲಕು <box>368 1369 540 1416</box>
story7-byline: ಹೊಸಪೇಟೆ ಟೈಮ್ಸ್ ನ್ಯೂಸ್ <box>368 992 442 1002</box>
story-crocodile-attack <box>364 1194 722 1320</box>
story2-headline: ದಿವ್ಯಾಂಗರಿಗೆ ಗೌರವ ಮತ್ತು ಪ್ರೋತ್ಸಾಹ ಅಗತ್ಯ <box>480 55 822 84</box>
story7-col2: ಕಚೇರಿಗೆ ಎಡತಾಕಿದರೂ ಪ್ರಯೋಜನವಾಗಿಲ್ಲ. ಕೂಡಲೇ ಖಾತೆ ಬದಲಾವಣೆ ಮಾಡಬೇಕು ಎಂದು ಪಟ್ಟುಹಿಡಿದರು. ಸ್ಥಳಕ್ಕೆ ಆಗಮಿಸಿದ ತಹಶೀಲ್ದಾರರು ಪ್ರತಿಭಟನಾಕಾರರ ಮನವಿ ಸ್ವೀಕರಿಸಿ ಶೀಘ್ರವೇ ಸಮಸ್ಯೆ ಬಗೆಹರಿಸುವುದಾಗಿ ಭರವಸೆ ನೀಡಿದ ಬಳಿಕ ಪ್ರತಿಭಟನೆ ಹಿಂಪಡೆಯಲಾಯಿತು. ಹಿರಿಯ ಅಧಿಕಾರಿಗಳು ಕೂಡಲೇ ಕ್ರಮ ಕೈಗೊಳ್ಳಬೇಕು ಎಂದು ಒತ್ತಾಯಿಸಿದರು. <box>546 1093 718 1165</box>
